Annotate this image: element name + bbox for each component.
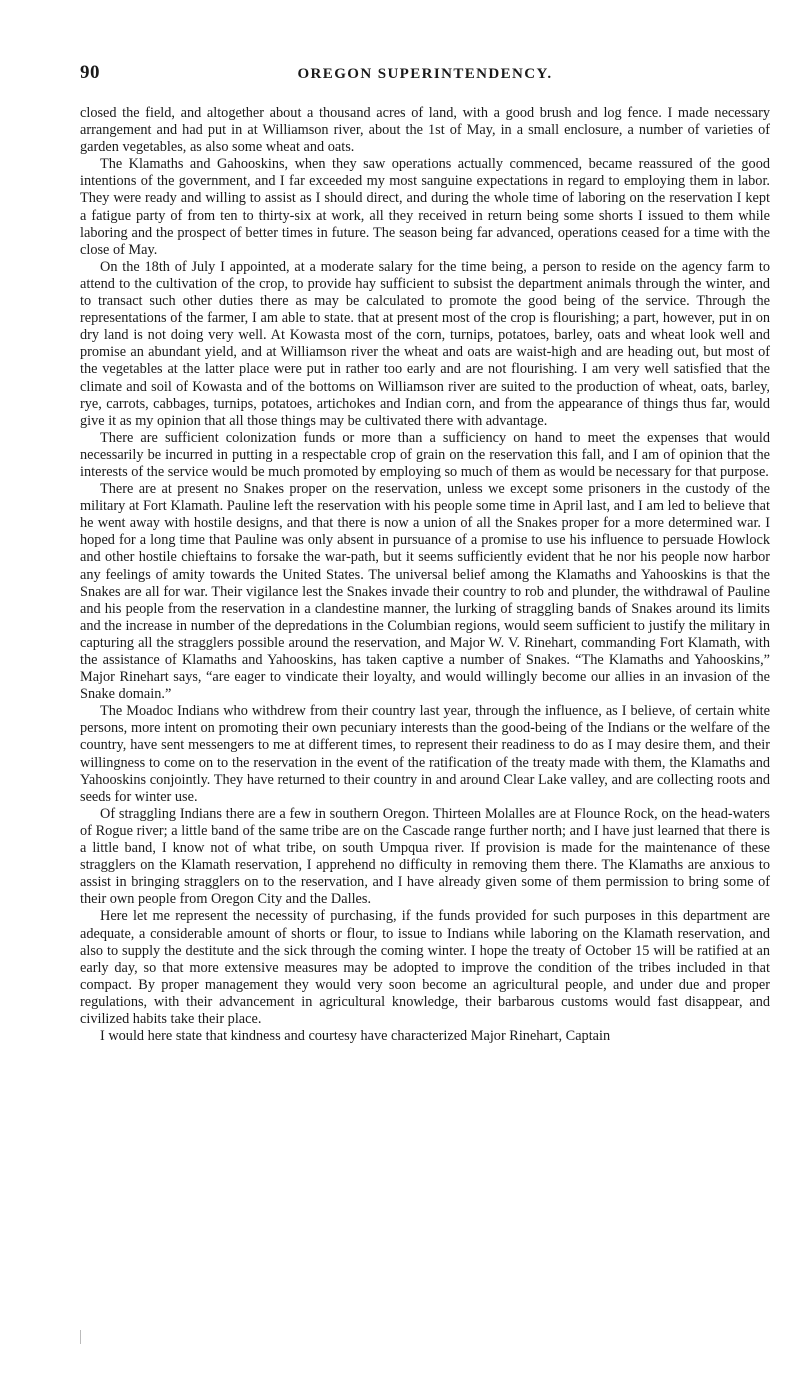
page-number: 90 bbox=[80, 62, 100, 83]
paragraph-3: On the 18th of July I appointed, at a moderate salary for the time being, a person to reside on the agency farm to attend to the cultivation of the crop, to provide hay sufficient to subsist the department animals through the winter, and to transact such other duties there as may be calculated to promote the good being of the service. Through the representations of the farmer, I am able to state. that at present most of the crop is flourishing; a part, however, put in on dry land is not doing very well. At Kowasta most of the corn, turnips, potatoes, barley, oats and wheat look well and promise an abundant yield, and at Williamson river the wheat and oats are waist-high and are heading out, but most of the vegetables at the latter place were put in rather too early and are not flourishing. I am very well satisfied that the climate and soil of Kowasta and of the bottoms on Williamson river are suited to the production of wheat, oats, barley, rye, carrots, cabbages, turnips, potatoes, artichokes and Indian corn, and from the appearance of things thus far, would give it as my opinion that all those things may be cultivated there with advantage. bbox=[80, 258, 770, 429]
paragraph-1: closed the field, and altogether about a thousand acres of land, with a good brush and log fence. I made necessary arrangement and had put in at Williamson river, about the 1st of May, in a small enclosure, a number of varieties of garden vegetables, as also some wheat and oats. bbox=[80, 105, 770, 156]
paragraph-8: Here let me represent the necessity of purchasing, if the funds provided for such purposes in this department are adequate, a considerable amount of shorts or flour, to issue to Indians while laboring on the Klamath reservation, and also to supply the destitute and the sick through the coming winter. I hope the treaty of October 15 will be ratified at an early day, so that more extensive measures may be adopted to improve the condition of the tribes included in that compact. By proper management they would very soon become an agricultural people, and under due and proper regulations, with their advancement in agricultural knowledge, their barbarous customs would fast disappear, and civilized habits take their place. bbox=[80, 908, 770, 1027]
paragraph-4: There are sufficient colonization funds or more than a sufficiency on hand to meet the expenses that would necessarily be incurred in putting in a respectable crop of grain on the reservation this fall, and I am of opinion that the interests of the service would be much promoted by employing so much of them as would be necessary for that purpose. bbox=[80, 429, 770, 480]
running-title: OREGON SUPERINTENDENCY. bbox=[297, 66, 553, 82]
paragraph-7: Of straggling Indians there are a few in southern Oregon. Thirteen Molalles are at Flounce Rock, on the head-waters of Rogue river; a little band of the same tribe are on the Cascade range further north; and I have just learned that there is a little band, I know not of what tribe, on south Umpqua river. If provision is made for the maintenance of these stragglers on the Klamath reservation, I apprehend no difficulty in removing them there. The Klamaths are anxious to assist in bringing stragglers on to the reservation, and I have already given some of them permission to bring some of their own people from Oregon City and the Dalles. bbox=[80, 805, 770, 908]
body-text bbox=[80, 105, 770, 1045]
paragraph-5: There are at present no Snakes proper on the reservation, unless we except some prisoners in the custody of the military at Fort Klamath. Pauline left the reservation with his people some time in April last, and I am led to believe that he went away with hostile designs, and that there is now a union of all the Snakes proper for a more determined war. I hoped for a long time that Pauline was only absent in pursuance of a promise to use his influence to persuade Howlock and other hostile chieftains to forsake the war-path, but it seems sufficiently evident that he nor his people now harbor any feelings of amity towards the United States. The universal belief among the Klamaths and Yahooskins is that the Snakes are all for war. Their vigilance lest the Snakes invade their country to rob and plunder, the withdrawal of Pauline and his people from the reservation in a clandestine manner, the lurking of straggling bands of Snakes around its limits and the increase in number of the depredations in the Columbian regions, would seem sufficient to justify the military in capturing all the stragglers possible around the reservation, and Major W. V. Rinehart, commanding Fort Klamath, with the assistance of Klamaths and Yahooskins, has taken captive a number of Snakes. “The Klamaths and Yahooskins,” Major Rinehart says, “are eager to vindicate their loyalty, and would willingly become our allies in an invasion of the Snake domain.” bbox=[80, 481, 770, 703]
gutter-mark bbox=[80, 1330, 83, 1344]
paragraph-2: The Klamaths and Gahooskins, when they saw operations actually commenced, became reassured of the good intentions of the government, and I far exceeded my most sanguine expectations in regard to employing them in labor. They were ready and willing to assist as I should direct, and during the whole time of laboring on the reservation I kept a fatigue party of from ten to thirty-six at work, all they received in return being some shorts I issued to them while laboring and the prospect of better times in future. The season being far advanced, operations ceased for a time with the close of May. bbox=[80, 156, 770, 258]
paragraph-6: The Moadoc Indians who withdrew from their country last year, through the influence, as I believe, of certain white persons, more intent on promoting their own pecuniary interests than the good-being of the Indians or the welfare of the country, have sent messengers to me at different times, to represent their readiness to do as I may desire them, and their willingness to come on to the reservation in the event of the ratification of the treaty made with them, the Klamaths and Yahooskins conjointly. They have returned to their country in and around Clear Lake valley, and are collecting roots and seeds for winter use. bbox=[80, 703, 770, 805]
paragraph-9: I would here state that kindness and courtesy have characterized Major Rinehart, Captain bbox=[100, 1028, 611, 1045]
page-header bbox=[80, 62, 770, 86]
